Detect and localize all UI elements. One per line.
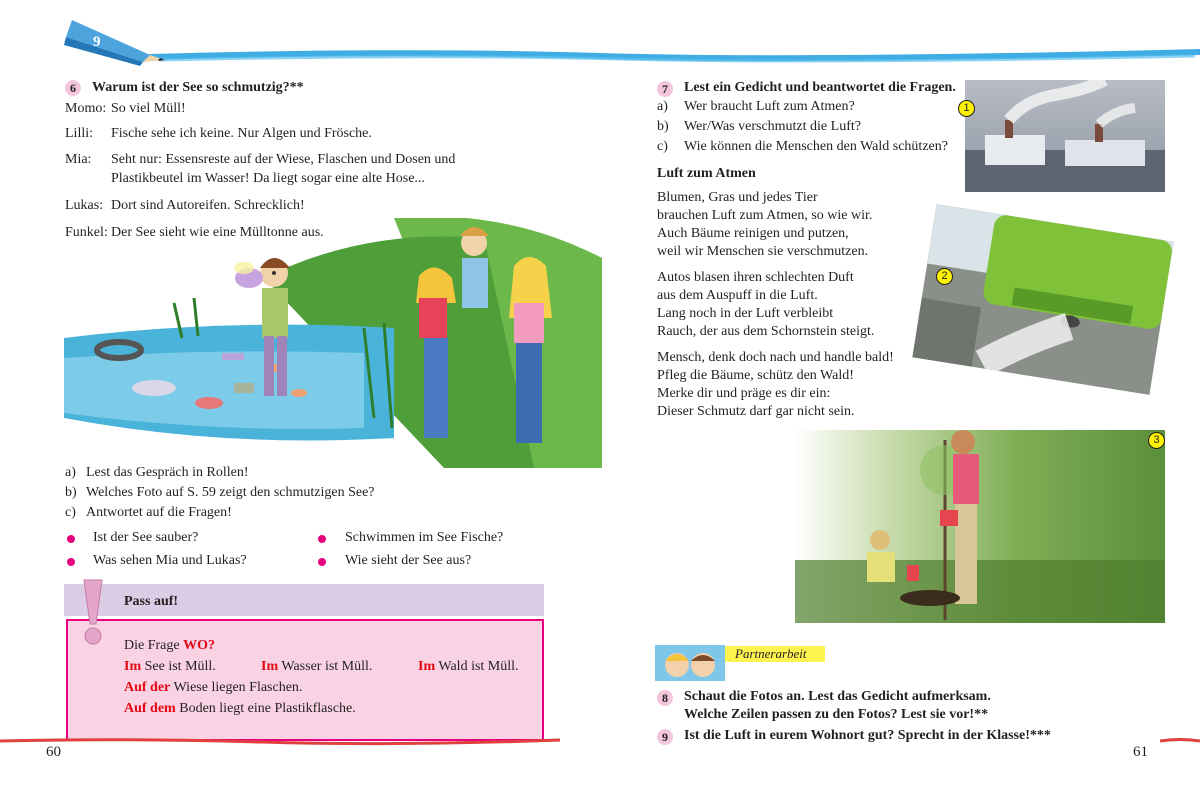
auf-der-line bbox=[124, 680, 302, 696]
dialogue-mia-2: Plastikbeutel im Wasser! Da liegt sogar eine alte Hose... bbox=[111, 171, 425, 186]
frage-word: WO? bbox=[183, 638, 215, 653]
poem-line: Mensch, denk doch nach und handle bald! bbox=[657, 350, 894, 365]
bullet-icon bbox=[67, 558, 75, 566]
auf-der-rest: Wiese liegen Flaschen. bbox=[170, 680, 303, 695]
dialogue-mia: Seht nur: Essensreste auf der Wiese, Flaschen und Dosen und bbox=[111, 152, 456, 167]
question-clean: Ist der See sauber? bbox=[93, 530, 199, 545]
dialogue-lilli: Fische sehe ich keine. Nur Algen und Frösche. bbox=[111, 126, 372, 141]
poem-line: Lang noch in der Luft verbleibt bbox=[657, 306, 834, 321]
speaker-mia: Mia: bbox=[65, 152, 92, 167]
chapter-pencil-header bbox=[0, 0, 1200, 75]
partnerarbeit-label: Partnerarbeit bbox=[735, 646, 807, 661]
task9-number: 9 bbox=[657, 729, 673, 745]
poem-line: brauchen Luft zum Atmen, so wie wir. bbox=[657, 208, 873, 223]
task7-b-letter: b) bbox=[657, 119, 669, 134]
poem-line: Autos blasen ihren schlechten Duft bbox=[657, 270, 854, 285]
task7-title: Lest ein Gedicht und beantwortet die Fragen. bbox=[684, 80, 956, 95]
prep-auf-dem: Auf dem bbox=[124, 701, 176, 716]
task8-line2: Welche Zeilen passen zu den Fotos? Lest sie vor!** bbox=[684, 707, 989, 722]
prep-im: Im bbox=[124, 659, 142, 674]
task7-number: 7 bbox=[657, 81, 673, 97]
im-see-line bbox=[124, 659, 216, 675]
prep-im: Im bbox=[418, 659, 436, 674]
task7-c-letter: c) bbox=[657, 139, 668, 154]
pencil-icon bbox=[64, 20, 165, 66]
im-wald-rest: Wald ist Müll. bbox=[435, 659, 519, 674]
task9-text: Ist die Luft in eurem Wohnort gut? Sprecht in der Klasse!*** bbox=[684, 728, 1051, 743]
speaker-funkel: Funkel: bbox=[65, 225, 108, 240]
poem-line: Auch Bäume reinigen und putzen, bbox=[657, 226, 849, 241]
poem-title: Luft zum Atmen bbox=[657, 166, 756, 181]
chapter-number: 9 bbox=[93, 34, 101, 50]
frage-line bbox=[124, 638, 215, 654]
task7-a-letter: a) bbox=[657, 99, 668, 114]
im-wasser-line bbox=[261, 659, 372, 675]
photo-children-planting bbox=[795, 430, 1165, 623]
task7-a-text: Wer braucht Luft zum Atmen? bbox=[684, 99, 855, 114]
task8-line1: Schaut die Fotos an. Lest das Gedicht aufmerksam. bbox=[684, 689, 991, 704]
poem-line: Pfleg die Bäume, schütz den Wald! bbox=[657, 368, 854, 383]
photo-car-exhaust bbox=[912, 204, 1173, 395]
question-fish: Schwimmen im See Fische? bbox=[345, 530, 504, 545]
task7-c-text: Wie können die Menschen den Wald schützen? bbox=[684, 139, 948, 154]
speaker-lukas: Lukas: bbox=[65, 198, 104, 213]
partner-kids-icon bbox=[655, 645, 725, 681]
dialogue-momo: So viel Müll! bbox=[111, 101, 186, 116]
task8-number: 8 bbox=[657, 690, 673, 706]
task6-number: 6 bbox=[65, 80, 81, 96]
poem-line: Blumen, Gras und jedes Tier bbox=[657, 190, 818, 205]
page-number-right: 61 bbox=[1133, 744, 1148, 760]
bullet-icon bbox=[318, 535, 326, 543]
task6-c-letter: c) bbox=[65, 505, 76, 520]
chimney-smoke-image bbox=[965, 80, 1165, 192]
photo-label-3: 3 bbox=[1148, 432, 1165, 449]
prep-im: Im bbox=[261, 659, 279, 674]
task6-a-text: Lest das Gespräch in Rollen! bbox=[86, 465, 249, 480]
photo-label-1: 1 bbox=[958, 100, 975, 117]
im-see-rest: See ist Müll. bbox=[141, 659, 216, 674]
auf-dem-line bbox=[124, 701, 356, 717]
dialogue-funkel: Der See sieht wie eine Mülltonne aus. bbox=[111, 225, 324, 240]
task6-b-text: Welches Foto auf S. 59 zeigt den schmutzigen See? bbox=[86, 485, 375, 500]
im-wasser-rest: Wasser ist Müll. bbox=[278, 659, 373, 674]
task6-c-text: Antwortet auf die Fragen! bbox=[86, 505, 232, 520]
bullet-icon bbox=[318, 558, 326, 566]
photo-chimney-smoke bbox=[965, 80, 1165, 192]
prep-auf-der: Auf der bbox=[124, 680, 171, 695]
task6-title: Warum ist der See so schmutzig?** bbox=[92, 80, 304, 95]
dialogue-lukas: Dort sind Autoreifen. Schrecklich! bbox=[111, 198, 305, 213]
red-crayon-line-right bbox=[1160, 735, 1200, 749]
im-wald-line bbox=[418, 659, 519, 675]
photo-label-2: 2 bbox=[936, 268, 953, 285]
poem-line: Dieser Schmutz darf gar nicht sein. bbox=[657, 404, 855, 419]
page-number-left: 60 bbox=[46, 744, 61, 760]
bullet-icon bbox=[67, 535, 75, 543]
speaker-lilli: Lilli: bbox=[65, 126, 93, 141]
task6-b-letter: b) bbox=[65, 485, 77, 500]
poem-line: Rauch, der aus dem Schornstein steigt. bbox=[657, 324, 875, 339]
poem-line: weil wir Menschen sie verschmutzen. bbox=[657, 244, 869, 259]
pass-auf-title: Pass auf! bbox=[124, 594, 179, 609]
planting-image bbox=[795, 430, 1165, 623]
car-exhaust-image bbox=[912, 204, 1173, 395]
red-crayon-line-left bbox=[0, 735, 560, 749]
task7-b-text: Wer/Was verschmutzt die Luft? bbox=[684, 119, 861, 134]
auf-dem-rest: Boden liegt eine Plastikflasche. bbox=[175, 701, 356, 716]
question-look: Wie sieht der See aus? bbox=[345, 553, 472, 568]
poem-line: Merke dir und präge es dir ein: bbox=[657, 386, 831, 401]
frage-prefix: Die Frage bbox=[124, 638, 184, 653]
exclamation-icon bbox=[80, 576, 106, 646]
task6-a-letter: a) bbox=[65, 465, 76, 480]
speaker-momo: Momo: bbox=[65, 101, 107, 116]
poem-line: aus dem Auspuff in die Luft. bbox=[657, 288, 818, 303]
dirty-lake-illustration bbox=[64, 218, 602, 468]
question-see: Was sehen Mia und Lukas? bbox=[93, 553, 247, 568]
